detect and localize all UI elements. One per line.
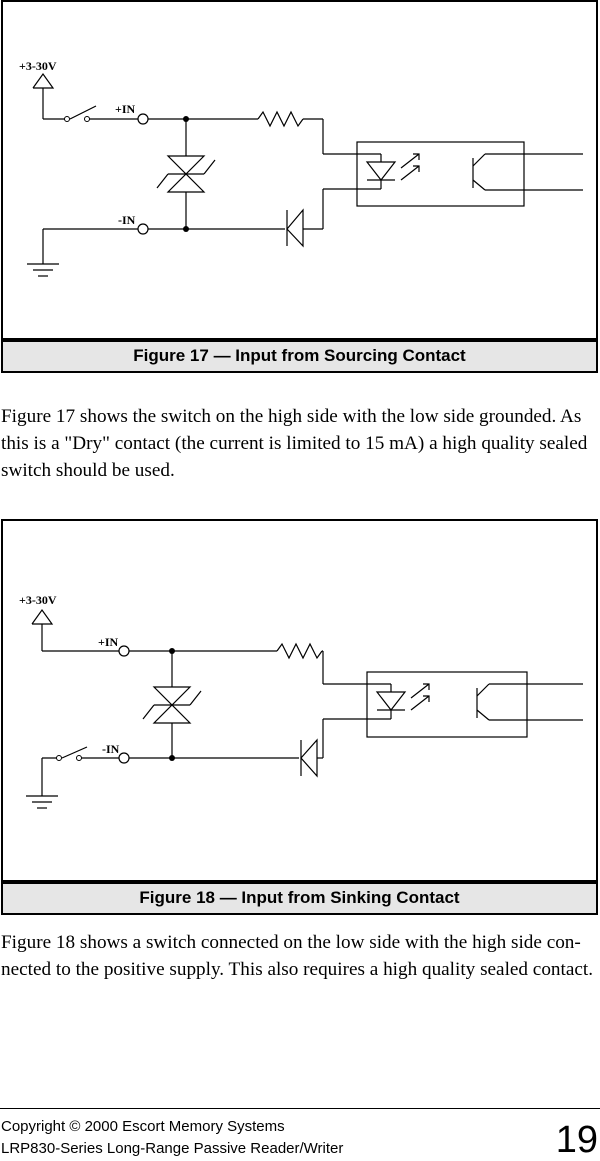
supply-label: +3-30V [19,59,57,73]
figure-18 [1,519,598,915]
page-number: 19 [555,1119,598,1161]
paragraph-figure-18: Figure 18 shows a switch connected on the low side with the high side con-nected to the positive supply. This also requires a high quality sealed contact. [1,932,594,980]
minus-in-label: -IN [118,213,136,227]
figure-17-caption: Figure 17 — Input from Sourcing Contact [3,338,596,371]
figure-17 [1,0,598,373]
footer-product-name: LRP830-Series Long-Range Passive Reader/Writer [1,1140,344,1157]
figure-18-caption: Figure 18 — Input from Sinking Contact [3,880,596,913]
minus-in-label: -IN [102,742,120,756]
plus-in-label: +IN [98,635,119,649]
plus-in-label: +IN [115,102,136,116]
paragraph-figure-17: Figure 17 shows the switch on the high side with the low side grounded. As this is a "Dry" contact (the current is limited to 15 mA) a high quality sealed switch should be used. [1,406,588,481]
figure-18-schematic [3,521,600,880]
footer-copyright: Copyright © 2000 Escort Memory Systems [1,1118,285,1135]
figure-17-schematic [3,2,600,338]
footer-divider [0,1108,600,1109]
supply-label: +3-30V [19,593,57,607]
